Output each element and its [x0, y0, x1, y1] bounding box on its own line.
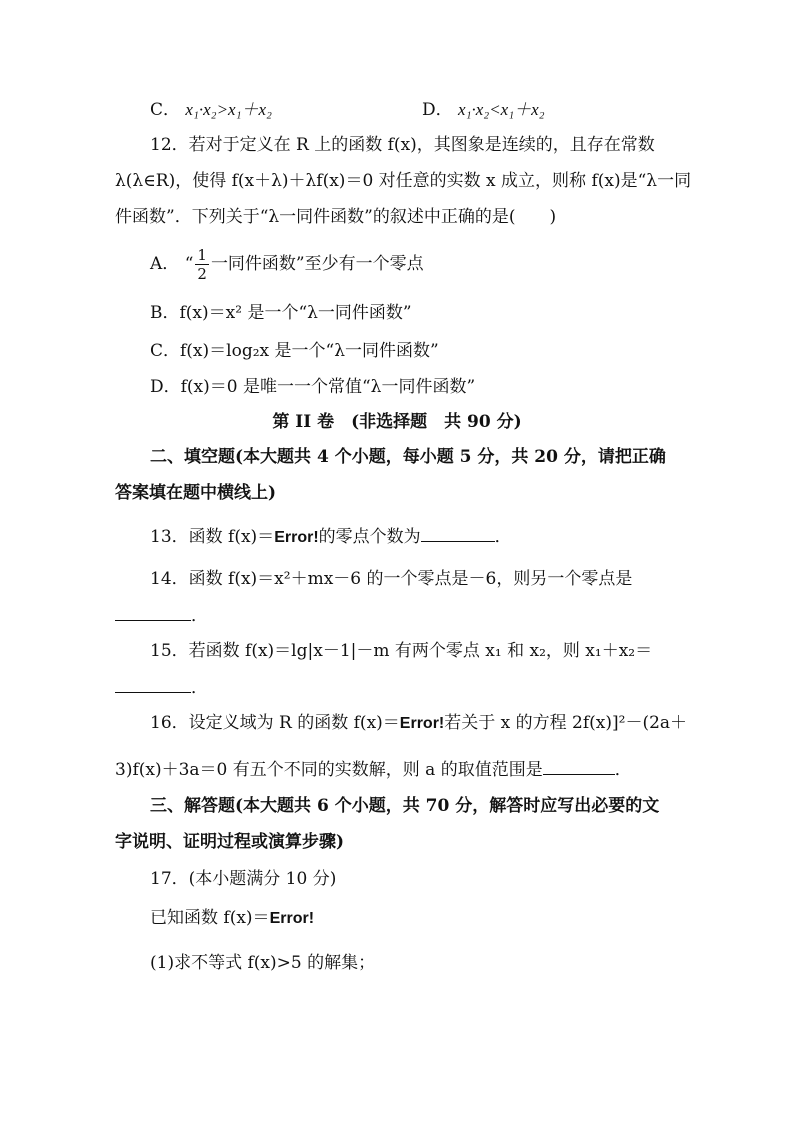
- q16-line2: [115, 758, 632, 781]
- section-3-heading-line2: 字说明、证明过程或演算步骤): [115, 832, 345, 852]
- q12-option-a-fraction: [195, 246, 209, 283]
- q12-option-a-text: 一同件函数”至少有一个零点: [210, 254, 424, 274]
- section-2-heading-line2: 答案填在题中横线上): [115, 483, 277, 503]
- q16-post: 若关于 x 的方程 2f(x)]²－(2a＋: [444, 713, 688, 733]
- q12-line3-close: ): [549, 207, 557, 227]
- q12-line3: [115, 206, 556, 228]
- q13-pre: 13．函数 f(x)＝: [150, 527, 275, 547]
- q16-pre: 16．设定义域为 R 的函数 f(x)＝: [150, 713, 400, 733]
- q12-line1: 12．若对于定义在 R 上的函数 f(x)，其图象是连续的，且存在常数: [150, 135, 655, 155]
- q11-option-d: [422, 99, 545, 121]
- q15-line1: 15．若函数 f(x)＝lg|x－1|－m 有两个零点 x₁ 和 x₂，则 x₁＋x₂＝: [150, 641, 653, 661]
- q16-answer-blank[interactable]: [543, 758, 615, 775]
- q13-error-placeholder: Error!: [274, 529, 319, 546]
- q12-line2: λ(λ∈R)，使得 f(x＋λ)＋λf(x)＝0 对任意的实数 x 成立，则称 f(x)是“λ一同: [115, 171, 692, 191]
- q14-line1: 14．函数 f(x)＝x²＋mx－6 的一个零点是－6，则另一个零点是: [150, 569, 633, 589]
- q11-option-c: [150, 99, 272, 121]
- q13-post: 的零点个数为: [318, 527, 421, 547]
- q15-answer-blank[interactable]: [115, 676, 191, 693]
- q12-option-c: C．f(x)＝log₂x 是一个“λ一同件函数”: [150, 341, 439, 361]
- q11-option-c-label: C．: [150, 100, 181, 120]
- q17-header: 17．(本小题满分 10 分): [150, 869, 337, 889]
- q11-option-d-label: D．: [422, 100, 453, 120]
- section-2-heading-line1: 二、填空题(本大题共 4 个小题，每小题 5 分，共 20 分，请把正确: [150, 447, 666, 467]
- q12-option-b: B．f(x)＝x² 是一个“λ一同件函数”: [150, 303, 412, 323]
- q14-end: ．: [191, 606, 208, 626]
- q11-option-c-expr: x₁·x₂>x₁＋x₂: [185, 100, 272, 119]
- q12-option-a-label: A．: [150, 254, 180, 274]
- q12-option-a: [150, 244, 424, 284]
- q14-answer-blank[interactable]: [115, 604, 191, 621]
- q12-line3-text: 件函数”．下列关于“λ一同件函数”的叙述中正确的是(: [115, 207, 516, 227]
- q17-given-pre: 已知函数 f(x)＝: [150, 908, 270, 928]
- q13-answer-blank[interactable]: [421, 525, 495, 542]
- q12-option-a-quote: “: [184, 254, 194, 274]
- q17-part1: (1)求不等式 f(x)>5 的解集；: [150, 953, 376, 973]
- q16-line2-text: 3)f(x)＋3a＝0 有五个不同的实数解，则 a 的取值范围是: [115, 760, 543, 780]
- q17-error-placeholder: Error!: [269, 910, 315, 927]
- q15-end: ．: [191, 678, 208, 698]
- section-2-title: 第 II 卷 (非选择题 共 90 分): [272, 412, 522, 432]
- q16-end: ．: [614, 760, 632, 780]
- q16-line1: [150, 712, 687, 735]
- q14-line2: [115, 604, 208, 627]
- q15-line2: [115, 676, 208, 699]
- section-3-heading-line1: 三、解答题(本大题共 6 个小题，共 70 分，解答时应写出必要的文: [150, 796, 660, 816]
- q12-option-d: D．f(x)＝0 是唯一一个常值“λ一同件函数”: [150, 377, 476, 397]
- q11-option-d-expr: x₁·x₂<x₁＋x₂: [458, 100, 545, 119]
- q16-error-placeholder: Error!: [399, 715, 445, 732]
- q13: [150, 525, 512, 549]
- fraction-denominator: 2: [197, 265, 207, 283]
- q13-end: ．: [494, 527, 512, 547]
- fraction-numerator: 1: [197, 246, 207, 264]
- q17-given: [150, 907, 314, 930]
